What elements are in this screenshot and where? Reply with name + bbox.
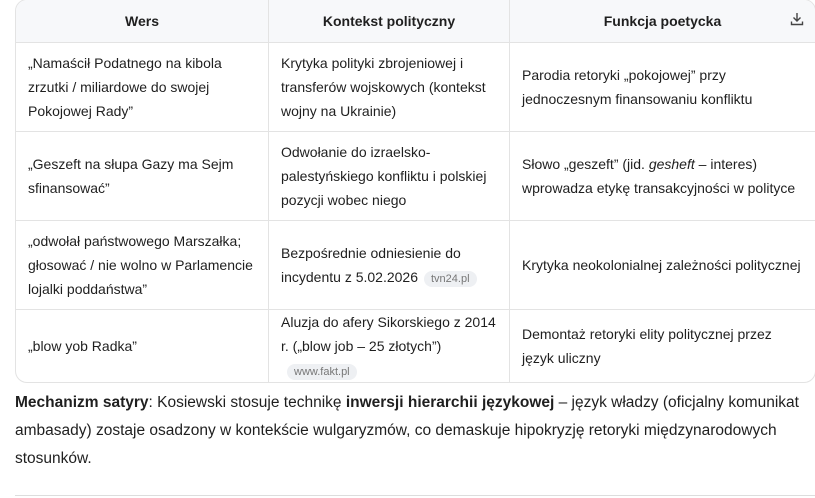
bold-text: inwersji hierarchii językowej <box>345 394 555 411</box>
table-row <box>16 132 815 221</box>
cell-kontekst: Odwołanie do izraelsko-palestyńskiego konfliktu i polskiej pozycji wobec niego <box>269 132 510 221</box>
analysis-table <box>15 0 815 383</box>
bold-text: Mechanizm satyry <box>15 394 149 411</box>
text: : Kosiewski stosuje technikę <box>148 394 346 411</box>
cell-wers: „odwołał państwowego Marszałka; głosować / nie wolno w Parlamencie lojalki poddaństwa” <box>16 221 269 310</box>
cell-wers: „Namaścił Podatnego na kibola zrzutki / miliardowe do swojej Pokojowej Rady” <box>16 43 269 132</box>
cell-funkcja: Demontaż retoryki elity politycznej przez język uliczny <box>522 326 772 366</box>
cell-wers: „blow yob Radka” <box>16 310 269 383</box>
table-row <box>16 310 815 383</box>
satire-paragraph <box>15 389 805 473</box>
header-funkcja <box>510 0 815 43</box>
italic-term: gesheft <box>648 156 695 172</box>
cell-kontekst: Krytyka polityki zbrojeniowej i transferów wojskowych (kontekst wojny na Ukrainie) <box>269 43 510 132</box>
cell-kontekst <box>269 221 510 310</box>
source-chip[interactable]: tvn24.pl <box>424 271 477 287</box>
text: – język władzy (oficjalny komunikat ambasady) zostaje osadzony w kontekście wulgaryzmów, co demaskuje hipokryzję retoryki międzynarodowych stosunków. <box>15 394 799 467</box>
table-row <box>16 43 815 132</box>
download-icon[interactable] <box>789 11 805 27</box>
header-funkcja-label: Funkcja poetycka <box>603 13 722 29</box>
divider <box>15 495 815 496</box>
cell-funkcja: Krytyka neokolonialnej zależności politycznej <box>510 221 815 310</box>
text: Słowo „geszeft” (jid. <box>522 156 649 172</box>
source-chip[interactable]: www.fakt.pl <box>287 364 357 380</box>
cell-funkcja: Parodia retoryki „pokojowej” przy jednoczesnym finansowaniu konfliktu <box>510 43 815 132</box>
table-row <box>16 221 815 310</box>
cell-funkcja <box>510 132 815 221</box>
header-kontekst: Kontekst polityczny <box>269 0 510 43</box>
cell-wers: „Geszeft na słupa Gazy ma Sejm sfinansować” <box>16 132 269 221</box>
text: – interes) wprowadza etykę transakcyjności w polityce <box>522 156 796 196</box>
header-wers: Wers <box>16 0 269 43</box>
cell-kontekst <box>269 310 510 383</box>
text: Bezpośrednie odniesienie do incydentu z 5.02.2026 <box>281 245 461 285</box>
text: Aluzja do afery Sikorskiego z 2014 r. („blow job – 25 złotych”) <box>281 314 496 354</box>
